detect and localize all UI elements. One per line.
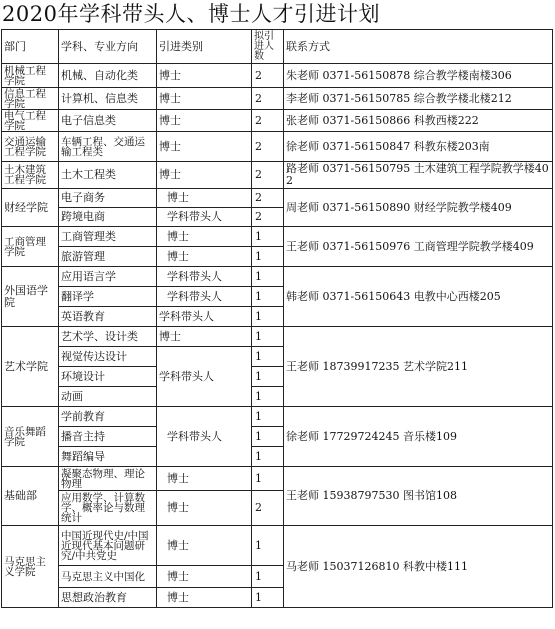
- type-cell: 博士: [157, 162, 252, 189]
- major-cell: 应用数学、计算数学、概率论与数理统计: [59, 491, 157, 526]
- type-cell: 学科带头人: [157, 208, 252, 227]
- type-cell: 学科带头人: [157, 347, 252, 407]
- table-row: [2, 467, 553, 491]
- num-cell: 1: [252, 267, 284, 287]
- num-cell: 2: [252, 110, 284, 132]
- type-cell: 学科带头人: [157, 287, 252, 307]
- table-row: [2, 267, 553, 287]
- major-cell: 播音主持: [59, 427, 157, 447]
- major-cell: 思想政治教育: [59, 588, 157, 608]
- type-cell: 博士: [157, 189, 252, 208]
- major-cell: 旅游管理: [59, 247, 157, 267]
- num-cell: 2: [252, 132, 284, 162]
- dept-cell: 财经学院: [2, 189, 59, 227]
- dept-cell: 艺术学院: [2, 327, 59, 407]
- major-cell: 视觉传达设计: [59, 347, 157, 367]
- major-cell: 凝聚态物理、理论物理: [59, 467, 157, 491]
- num-cell: 1: [252, 247, 284, 267]
- contact-cell: 徐老师 17729724245 音乐楼109: [284, 407, 553, 467]
- table-row: [2, 110, 553, 132]
- contact-cell: 李老师 0371-56150785 综合教学楼北楼212: [284, 88, 553, 110]
- major-cell: 计算机、信息类: [59, 88, 157, 110]
- dept-cell: 基础部: [2, 467, 59, 526]
- type-cell: 博士: [157, 132, 252, 162]
- major-cell: 翻译学: [59, 287, 157, 307]
- dept-cell: 信息工程学院: [2, 88, 59, 110]
- contact-cell: 张老师 0371-56150866 科教西楼222: [284, 110, 553, 132]
- header-row: [2, 30, 553, 64]
- major-cell: 英语教育: [59, 307, 157, 327]
- table-row: [2, 407, 553, 427]
- contact-cell: 马老师 15037126810 科教中楼111: [284, 526, 553, 608]
- num-cell: 1: [252, 407, 284, 427]
- header-type: 引进类别: [157, 30, 252, 64]
- num-cell: 1: [252, 447, 284, 467]
- dept-cell: 马克思主义学院: [2, 526, 59, 608]
- major-cell: 动画: [59, 387, 157, 407]
- num-cell: 2: [252, 491, 284, 526]
- num-cell: 2: [252, 88, 284, 110]
- major-cell: 电子信息类: [59, 110, 157, 132]
- table-row: [2, 227, 553, 247]
- page-title: 2020年学科带头人、博士人才引进计划: [2, 2, 380, 26]
- header-contact: 联系方式: [284, 30, 553, 64]
- contact-cell: 徐老师 0371-56150847 科教东楼203南: [284, 132, 553, 162]
- contact-cell: 王老师 15938797530 图书馆108: [284, 467, 553, 526]
- table-row: [2, 64, 553, 88]
- table-row: [2, 132, 553, 162]
- major-cell: 马克思主义中国化: [59, 566, 157, 588]
- dept-cell: 工商管理学院: [2, 227, 59, 267]
- type-cell: 博士: [157, 247, 252, 267]
- type-cell: 博士: [157, 491, 252, 526]
- table-row: [2, 88, 553, 110]
- num-cell: 1: [252, 227, 284, 247]
- dept-cell: 音乐舞蹈学院: [2, 407, 59, 467]
- type-cell: 学科带头人: [157, 407, 252, 467]
- type-cell: 博士: [157, 588, 252, 608]
- type-cell: 博士: [157, 467, 252, 491]
- num-cell: 1: [252, 287, 284, 307]
- major-cell: 学前教育: [59, 407, 157, 427]
- header-num: 拟引进人数: [252, 30, 284, 64]
- table-row: [2, 162, 553, 189]
- major-cell: 舞蹈编导: [59, 447, 157, 467]
- major-cell: 机械、自动化类: [59, 64, 157, 88]
- num-cell: 2: [252, 189, 284, 208]
- recruitment-table: [1, 29, 553, 608]
- type-cell: 博士: [157, 110, 252, 132]
- num-cell: 1: [252, 327, 284, 347]
- num-cell: 1: [252, 347, 284, 367]
- num-cell: 1: [252, 367, 284, 387]
- num-cell: 2: [252, 64, 284, 88]
- major-cell: 车辆工程、交通运输工程类: [59, 132, 157, 162]
- major-cell: 土木工程类: [59, 162, 157, 189]
- num-cell: 1: [252, 588, 284, 608]
- type-cell: 学科带头人: [157, 267, 252, 287]
- major-cell: 跨境电商: [59, 208, 157, 227]
- table-row: [2, 327, 553, 347]
- contact-cell: 朱老师 0371-56150878 综合教学楼南楼306: [284, 64, 553, 88]
- num-cell: 1: [252, 427, 284, 447]
- num-cell: 1: [252, 526, 284, 566]
- dept-cell: 外国语学院: [2, 267, 59, 327]
- major-cell: 工商管理类: [59, 227, 157, 247]
- dept-cell: 机械工程学院: [2, 64, 59, 88]
- num-cell: 1: [252, 387, 284, 407]
- table-row: [2, 189, 553, 208]
- table-row: [2, 526, 553, 566]
- num-cell: 1: [252, 467, 284, 491]
- num-cell: 2: [252, 208, 284, 227]
- header-major: 学科、专业方向: [59, 30, 157, 64]
- major-cell: 环境设计: [59, 367, 157, 387]
- contact-cell: 王老师 0371-56150976 工商管理学院教学楼409: [284, 227, 553, 267]
- major-cell: 中国近现代史/中国近现代基本问题研究/中共党史: [59, 526, 157, 566]
- type-cell: 学科带头人: [157, 307, 252, 327]
- type-cell: 博士: [157, 88, 252, 110]
- dept-cell: 交通运输工程学院: [2, 132, 59, 162]
- contact-cell: 路老师 0371-56150795 土木建筑工程学院教学楼402: [284, 162, 553, 189]
- num-cell: 1: [252, 566, 284, 588]
- dept-cell: 电气工程学院: [2, 110, 59, 132]
- contact-cell: 韩老师 0371-56150643 电教中心西楼205: [284, 267, 553, 327]
- type-cell: 博士: [157, 64, 252, 88]
- header-dept: 部门: [2, 30, 59, 64]
- num-cell: 2: [252, 162, 284, 189]
- num-cell: 1: [252, 307, 284, 327]
- contact-cell: 周老师 0371-56150890 财经学院教学楼409: [284, 189, 553, 227]
- type-cell: 博士: [157, 327, 252, 347]
- dept-cell: 土木建筑工程学院: [2, 162, 59, 189]
- type-cell: 博士: [157, 526, 252, 566]
- type-cell: 博士: [157, 566, 252, 588]
- major-cell: 艺术学、设计类: [59, 327, 157, 347]
- major-cell: 电子商务: [59, 189, 157, 208]
- type-cell: 博士: [157, 227, 252, 247]
- major-cell: 应用语言学: [59, 267, 157, 287]
- contact-cell: 王老师 18739917235 艺术学院211: [284, 327, 553, 407]
